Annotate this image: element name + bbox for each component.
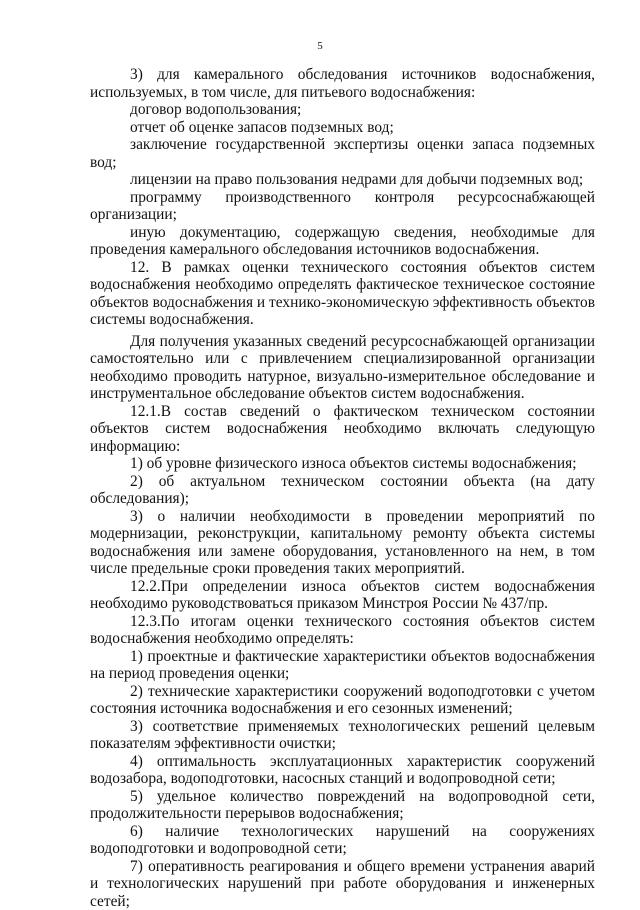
paragraph: 3) для камерального обследования источников водоснабжения, используемых, в том числе, для питьевого водоснабжения: [90,66,595,101]
paragraph: 4) оптимальность эксплуатационных характеристик сооружений водозабора, водоподготовки, насосных станций и водопроводной сети; [90,753,595,788]
paragraph: 2) об актуальном техническом состоянии объекта (на дату обследования); [90,473,595,508]
paragraph: иную документацию, содержащую сведения, необходимые для проведения камерального обследования источников водоснабжения. [90,224,595,259]
paragraph: 1) проектные и фактические характеристики объектов водоснабжения на период проведения оценки; [90,648,595,683]
paragraph: 3) соответствие применяемых технологических решений целевым показателям эффективности очистки; [90,718,595,753]
paragraph: 12. В рамках оценки технического состояния объектов систем водоснабжения необходимо определять фактическое техническое состояние объектов водоснабжения и технико-экономическую эффективность объектов системы водоснабжения. [90,259,595,329]
paragraph: 12.1.В состав сведений о фактическом техническом состоянии объектов систем водоснабжения необходимо включать следующую информацию: [90,403,595,456]
page-number: 5 [0,40,640,52]
paragraph: 6) наличие технологических нарушений на сооружениях водоподготовки и водопроводной сети; [90,823,595,858]
body-text [90,66,595,910]
paragraph: 5) удельное количество повреждений на водопроводной сети, продолжительности перерывов водоснабжения; [90,788,595,823]
paragraph: 7) оперативность реагирования и общего времени устранения аварий и технологических нарушений при работе оборудования и инженерных сетей; [90,858,595,910]
paragraph: заключение государственной экспертизы оценки запаса подземных вод; [90,136,595,171]
paragraph: 12.2.При определении износа объектов систем водоснабжения необходимо руководствоваться приказом Минстроя России № 437/пр. [90,578,595,613]
paragraph: лицензии на право пользования недрами для добычи подземных вод; [90,171,595,189]
paragraph: 12.3.По итогам оценки технического состояния объектов систем водоснабжения необходимо определять: [90,613,595,648]
paragraph: договор водопользования; [90,101,595,119]
paragraph: 2) технические характеристики сооружений водоподготовки с учетом состояния источника водоснабжения и его сезонных изменений; [90,683,595,718]
paragraph: 3) о наличии необходимости в проведении мероприятий по модернизации, реконструкции, капитальному ремонту объекта системы водоснабжения или замене оборудования, установленного на нем, в том числе предельные сроки проведения таких мероприятий. [90,508,595,578]
paragraph: отчет об оценке запасов подземных вод; [90,119,595,137]
paragraph: Для получения указанных сведений ресурсоснабжающей организации самостоятельно или с привлечением специализированной организации необходимо проводить натурное, визуально-измерительное обследование и инструментальное обследование объектов систем водоснабжения. [90,333,595,403]
paragraph: 1) об уровне физического износа объектов системы водоснабжения; [90,455,595,473]
paragraph: программу производственного контроля ресурсоснабжающей организации; [90,189,595,224]
